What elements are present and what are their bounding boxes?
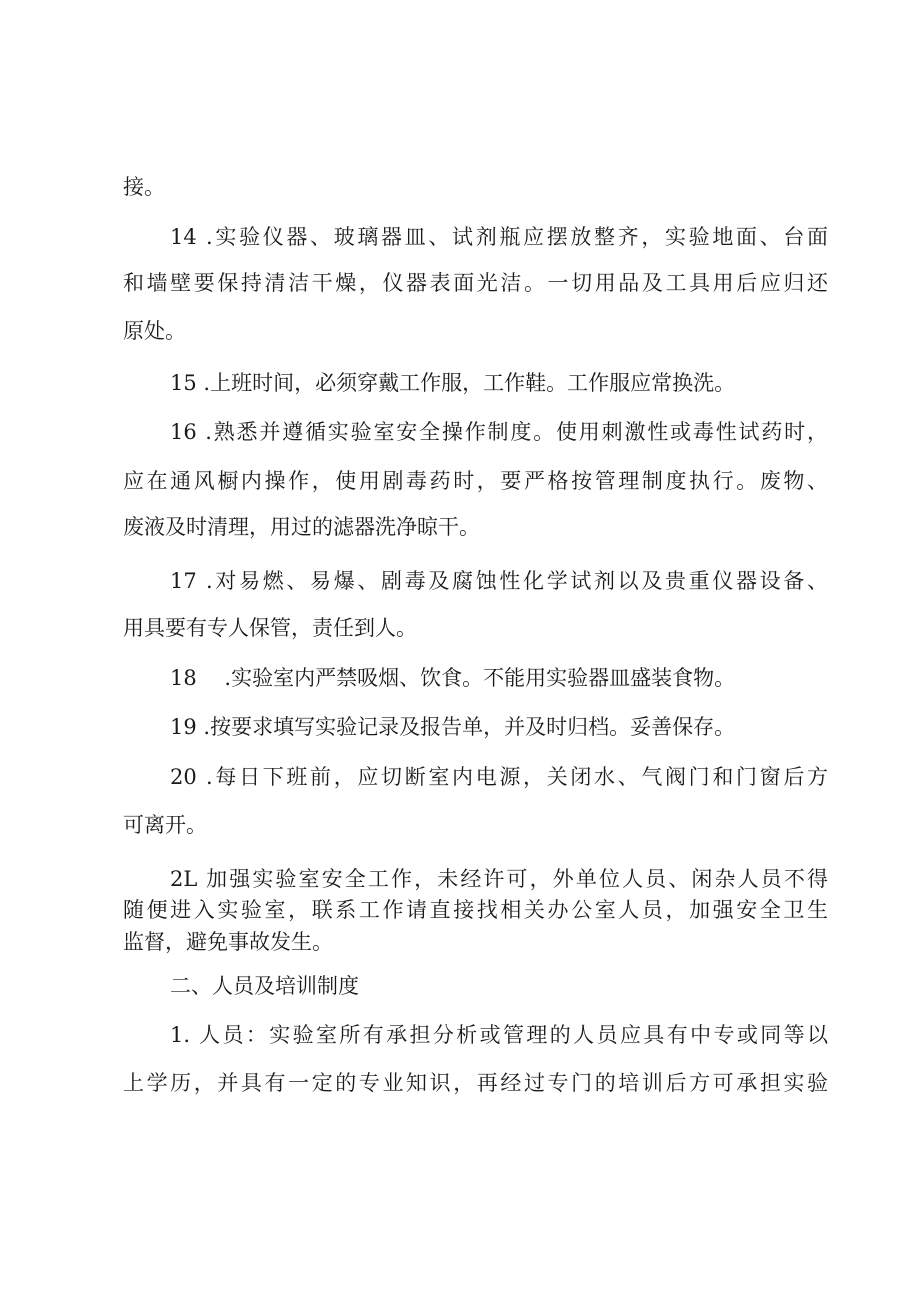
text-line: 原处。 xyxy=(123,319,186,343)
text-line: 应在通风橱内操作，使用剧毒药时，要严格按管理制度执行。废物、 xyxy=(123,469,828,493)
text-line: 15 .上班时间，必须穿戴工作服，工作鞋。工作服应常换洗。 xyxy=(170,371,736,395)
section-heading: 二、人员及培训制度 xyxy=(170,974,359,998)
text-line: 14 .实验仪器、玻璃器皿、试剂瓶应摆放整齐，实验地面、台面 xyxy=(170,225,828,249)
text-line: 19 .按要求填写实验记录及报告单，并及时归档。妥善保存。 xyxy=(170,715,736,739)
text-line: 用具要有专人保管，责任到人。 xyxy=(123,616,417,640)
text-line: 监督，避免事故发生。 xyxy=(123,930,333,954)
text-line: 随便进入实验室，联系工作请直接找相关办公室人员，加强安全卫生 xyxy=(123,898,828,922)
text-line: 17 .对易燃、易爆、剧毒及腐蚀性化学试剂以及贵重仪器设备、 xyxy=(170,569,828,593)
text-line: 废液及时清理，用过的滤器洗净晾干。 xyxy=(123,515,480,539)
text-line: 16 .熟悉并遵循实验室安全操作制度。使用刺激性或毒性试药时， xyxy=(170,420,828,444)
text-line: 可离开。 xyxy=(123,813,207,837)
text-line: 接。 xyxy=(123,175,165,199)
text-line: 18 .实验室内严禁吸烟、饮食。不能用实验器皿盛装食物。 xyxy=(170,666,736,690)
text-line: 上学历，并具有一定的专业知识，再经过专门的培训后方可承担实验 xyxy=(123,1071,828,1095)
text-line: 1. 人员：实验室所有承担分析或管理的人员应具有中专或同等以 xyxy=(170,1023,828,1047)
text-line: 和墙壁要保持清洁干燥，仪器表面光洁。一切用品及工具用后应归还 xyxy=(123,271,828,295)
text-line: 2L 加强实验室安全工作，未经许可，外单位人员、闲杂人员不得 xyxy=(170,867,828,891)
text-line: 20 .每日下班前，应切断室内电源，关闭水、气阀门和门窗后方 xyxy=(170,765,828,789)
